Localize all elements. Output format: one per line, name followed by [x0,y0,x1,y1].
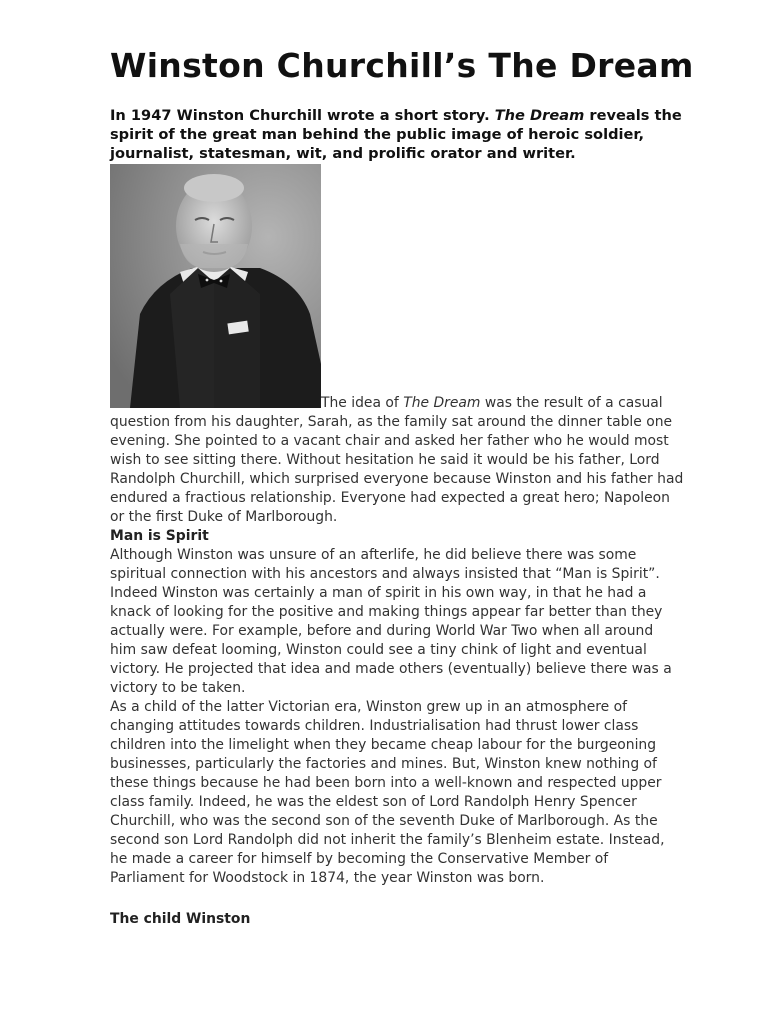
paragraph-the-idea [110,394,724,527]
paragraph-line: Although Winston was unsure of an afterlife, he did believe there was some [110,547,637,563]
paragraph-line: or the first Duke of Marlborough. [110,509,338,525]
paragraph-line: Parliament for Woodstock in 1874, the year Winston was born. [110,870,545,886]
intro-line-3: journalist, statesman, wit, and prolific orator and writer. [110,145,576,162]
paragraph-line: endured a fractious relationship. Everyone had expected a great hero; Napoleon [110,490,670,506]
paragraph-line: knack of looking for the positive and making things appear far better than they [110,604,663,620]
paragraph-line: he made a career for himself by becoming the Conservative Member of [110,851,609,867]
section-heading-man-is-spirit: Man is Spirit [110,528,209,544]
intro-paragraph [110,106,730,163]
paragraph-line: question from his daughter, Sarah, as the family sat around the dinner table one [110,414,673,430]
paragraph-line: victory to be taken. [110,680,246,696]
intro-text-before: In 1947 Winston Churchill wrote a short story. [110,107,495,124]
page-title: Winston Churchill’s The Dream [110,46,694,85]
paragraph-line: Randolph Churchill, which surprised everyone because Winston and his father had [110,471,684,487]
intro-line-1 [110,106,730,125]
paragraph-line: Churchill, who was the second son of the seventh Duke of Marlborough. As the [110,813,658,829]
paragraph-line: these things because he had been born into a well-known and respected upper [110,775,662,791]
intro-text-after: reveals the [584,107,682,124]
paragraph-line: As a child of the latter Victorian era, Winston grew up in an atmosphere of [110,699,627,715]
paragraph-line: second son Lord Randolph did not inherit the family’s Blenheim estate. Instead, [110,832,665,848]
paragraph-line: businesses, particularly the factories and mines. But, Winston knew nothing of [110,756,657,772]
paragraph-line: spiritual connection with his ancestors and always insisted that “Man is Spirit”. [110,566,660,582]
section-heading-child-winston: The child Winston [110,911,251,927]
paragraph-line: actually were. For example, before and during World War Two when all around [110,623,654,639]
paragraph-line: him saw defeat looming, Winston could see a tiny chink of light and eventual [110,642,647,658]
paragraph-line: class family. Indeed, he was the eldest son of Lord Randolph Henry Spencer [110,794,637,810]
paragraph-line [110,394,724,413]
article-body [110,394,724,929]
idea-story-title: The Dream [403,395,481,411]
intro-line-2: spirit of the great man behind the public image of heroic soldier, [110,126,645,143]
intro-story-title: The Dream [494,107,585,124]
paragraph-line: children into the limelight when they became cheap labour for the burgeoning [110,737,657,753]
idea-text-after: was the result of a casual [480,395,663,411]
paragraph-man-is-spirit [110,546,724,698]
paragraph-victorian-era [110,698,724,888]
idea-text-before: The idea of [321,395,404,411]
paragraph-line: evening. She pointed to a vacant chair and asked her father who he would most [110,433,669,449]
paragraph-line: changing attitudes towards children. Industrialisation had thrust lower class [110,718,639,734]
paragraph-line: Indeed Winston was certainly a man of spirit in his own way, in that he had a [110,585,647,601]
portrait-photo-icon [110,164,321,408]
paragraph-line: victory. He projected that idea and made others (eventually) believe there was a [110,661,672,677]
paragraph-line: wish to see sitting there. Without hesitation he said it would be his father, Lord [110,452,660,468]
